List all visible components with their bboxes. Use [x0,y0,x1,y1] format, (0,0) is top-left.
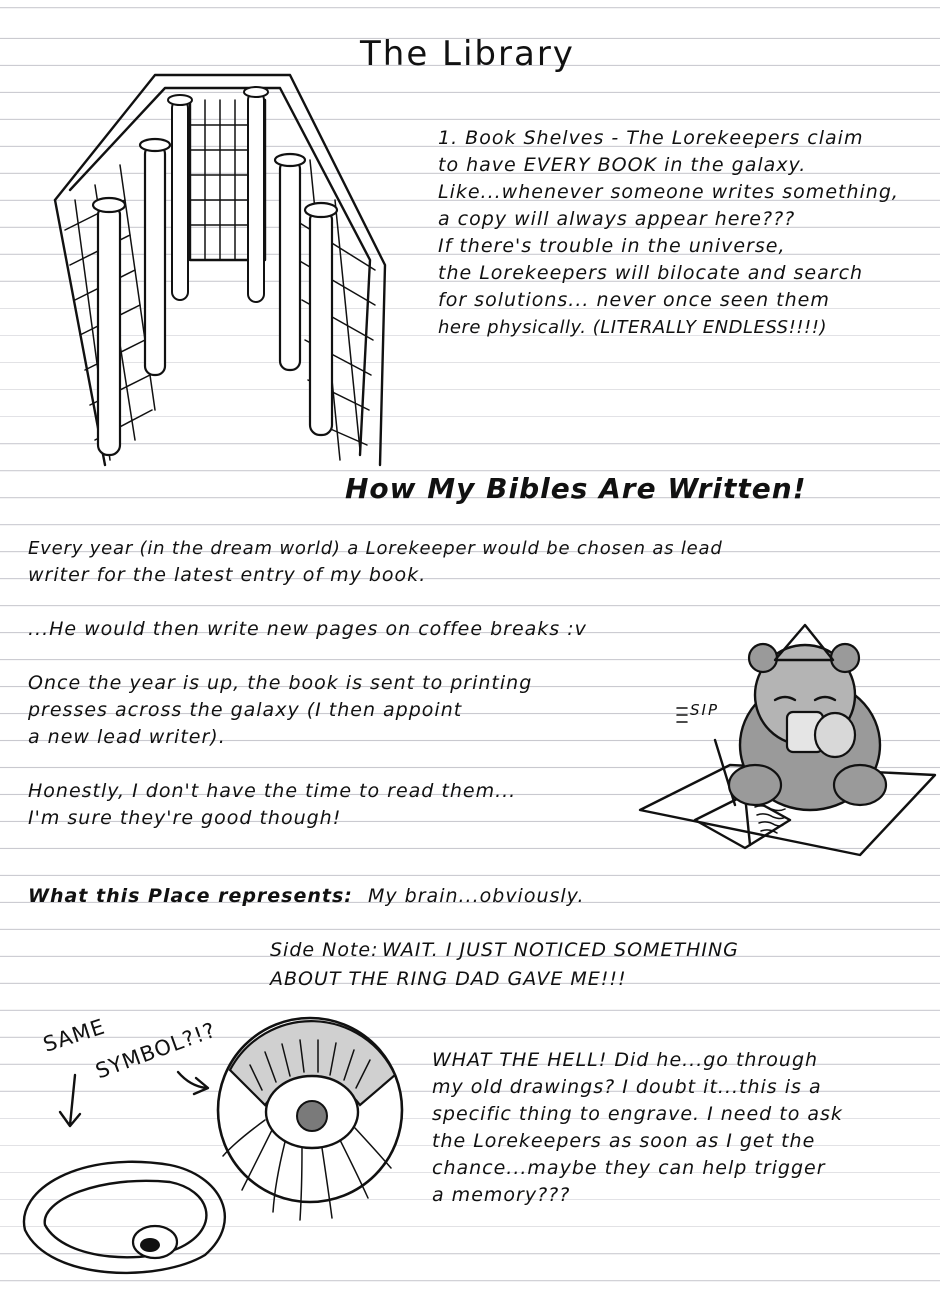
note-line: Every year (in the dream world) a Lorekeeper would be chosen as lead [28,538,723,559]
note-line: Once the year is up, the book is sent to printing [28,672,533,694]
same-label: SAME [40,1014,109,1057]
note-line: a new lead writer). [28,726,226,748]
ring-and-symbol-sketch [10,1020,430,1280]
note-line: a memory??? [432,1184,571,1206]
note-line: chance...maybe they can help trigger [432,1157,826,1179]
lorekeeper-sipping-coffee-sketch [635,620,935,860]
symbol-label: SYMBOL?!? [92,1017,220,1084]
note-line: for solutions... never once seen them [438,289,830,311]
note-line: WHAT THE HELL! Did he...go through [432,1049,819,1071]
note-line: the Lorekeepers will bilocate and search [438,262,864,284]
note-line: to have EVERY BOOK in the galaxy. [438,154,807,176]
note-line: a copy will always appear here??? [438,208,796,230]
note-line: the Lorekeepers as soon as I get the [432,1130,816,1152]
section-heading: How My Bibles Are Written! [345,472,807,505]
note-line: specific thing to engrave. I need to ask [432,1103,843,1125]
represents-label: What this Place represents: [28,885,353,907]
page-title: The Library [360,34,575,74]
sip-label: SIP [690,701,719,719]
note-line: If there's trouble in the universe, [438,235,786,257]
note-line: writer for the latest entry of my book. [28,564,427,586]
note-line: Like...whenever someone writes something, [438,181,899,203]
note-line: Honestly, I don't have the time to read them... [28,780,517,802]
represents-value: My brain...obviously. [368,885,585,907]
note-line: my old drawings? I doubt it...this is a [432,1076,822,1098]
library-bookshelves-sketch [40,70,400,470]
note-line: I'm sure they're good though! [28,807,342,829]
note-line: presses across the galaxy (I then appoint [28,699,463,721]
side-note-line: WAIT. I JUST NOTICED SOMETHING [382,939,739,961]
side-note-label: Side Note: [270,939,379,961]
note-line: here physically. (LITERALLY ENDLESS!!!!) [438,317,827,338]
note-line: 1. Book Shelves - The Lorekeepers claim [438,127,864,149]
note-line: ...He would then write new pages on coffee breaks :v [28,618,587,640]
side-note-line: ABOUT THE RING DAD GAVE ME!!! [270,968,627,990]
